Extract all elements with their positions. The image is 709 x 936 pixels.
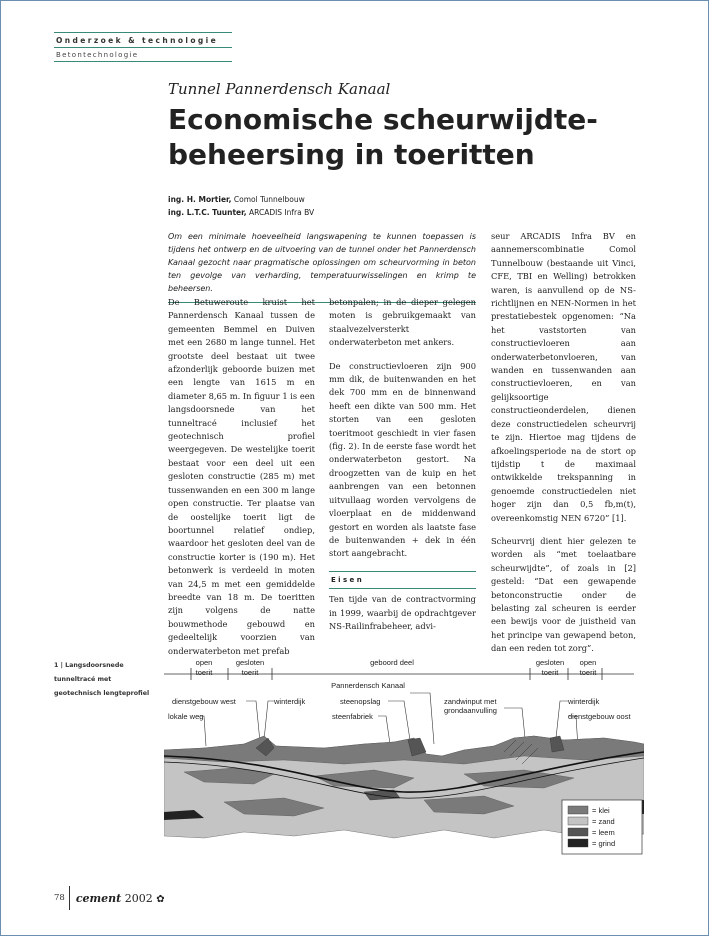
author-name: ing. H. Mortier, [168,195,232,204]
label-gesloten-toerit-west: gesloten [235,658,265,667]
section-subhead: Eisen [329,571,476,589]
body-column-2 [329,296,476,643]
label-open-toerit-west: open [195,658,213,667]
magazine-name: cement [75,891,122,905]
body-column-3 [491,230,636,666]
label-geboord-deel: geboord deel [370,658,414,667]
leader-line [378,716,390,744]
article-title: Economische scheurwijdte-beheersing in toeritten [168,103,598,171]
label-winterdijk-oost: winterdijk [568,697,600,706]
label-steenfabriek: steenfabriek [332,712,373,721]
author-line [168,193,314,206]
body-column-1 [168,296,315,668]
section-header [54,32,232,62]
label-winterdijk-west: winterdijk [274,697,306,706]
article-kicker: Tunnel Pannerdensch Kanaal [168,80,391,98]
author-list [168,193,314,219]
label-open-toerit-west: toerit [195,668,213,677]
author-line [168,206,314,219]
label-lokale-weg: lokale weg [168,712,204,721]
legend-label: = grind [592,839,616,848]
legend-swatch [568,828,588,836]
leader-line [388,701,410,740]
section-category: Onderzoek & technologie [56,36,219,45]
body-paragraph: De Betuweroute kruist het Pannerdensch Kanaal tussen de gemeenten Bemmel en Duiven met een 2680 m lange tunnel. Het grootste deel bestaat uit twee afzonderlijk geboorde buizen met een lengte van 1615 m en diameter 8,65 m. In figuur 1 is een langsdoorsnede van het tunneltracé inclusief het geotechnisch profiel weergegeven. De westelijke toerit bestaat voor een deel uit een gesloten constructie (285 m) met tussenwanden en een 300 m lange open constructie. Ter plaatse van de oostelijke toerit ligt de boortunnel relatief ondiep, waardoor het gesloten deel van de constructie korter is (190 m). Het betonwerk is verdeeld in moten van 24,5 m met een gemiddelde breedte van 18 m. De toeritten zijn volgens de natte bouwmethode gebouwd en gedeeltelijk voorzien van onderwaterbeton met prefab [168,297,315,656]
body-paragraph: Ten tijde van de contractvorming in 1999, waarbij de opdrachtgever NS-Railinfrabeheer, advi- [329,594,476,631]
legend-label: = klei [592,806,610,815]
body-paragraph: seur ARCADIS Infra BV en aannemerscombinatie Comol Tunnelbouw (bestaande uit Vinci, CFE, TBI en Welling) betrokken waren, is aanvullend op de NS-richtlijnen en NEN-Normen in het prestatiebestek opgenomen: “Na het vaststorten van constructievloeren aan onderwaterbetonvloeren, van wanden en tussenwanden aan constructievloeren, en van gelijksoortige constructieonderdelen, dienen deze constructiedelen scheurvrij te zijn. Hiertoe mag tijdens de afkoelingsperiode na de stort op tijdstip t de maximaal ontwikkelde trekspanning in genoemde constructiedelen niet hoger zijn dan 0,5 fb,m(t), overeenkomstig NEN 6720” [1]. [491,231,636,523]
figure-1 [164,652,644,862]
author-affiliation: ARCADIS Infra BV [248,208,315,217]
label-steenopslag: steenopslag [340,697,381,706]
tunnel-profile-figure [164,652,644,862]
flower-icon: ✿ [156,893,165,905]
body-paragraph: betonpalen; in de dieper gelegen moten is gebruikgemaakt van staalvezelversterkt onderwaterbeton met ankers. [329,297,476,348]
leader-line [556,701,568,738]
label-gesloten-toerit-oost: gesloten [535,658,565,667]
body-paragraph: De constructievloeren zijn 900 mm dik, de buitenwanden en het dek 700 mm en de binnenwand heeft een dikte van 500 mm. Het storten van een gesloten toeritmoot geschiedt in vier fasen (fig. 2). In de eerste fase wordt het onderwaterbeton gestort. Na droogzetten van de kuip en het aanbrengen van een betonnen uitvullaag worden vervolgens de vloerplaat en de middenwand gestort en worden als laatste fase de buitenwanden + dek in één stort aangebracht. [329,360,476,559]
label-open-toerit-oost: open [579,658,597,667]
legend-swatch [568,806,588,814]
loam-patch [550,736,564,752]
legend-swatch [568,817,588,825]
magazine-year: 2002 [124,891,153,905]
label-dienstgebouw-oost: dienstgebouw oost [568,712,631,721]
legend-label: = zand [592,817,615,826]
leader-line [410,693,434,744]
page-footer [54,886,165,910]
figure-caption: 1 | Langsdoorsnede tunneltracé met geotechnisch lengteprofiel [54,662,150,697]
leader-line [246,701,260,742]
legend-swatch [568,839,588,847]
leader-line [264,701,274,740]
magazine-brand [76,892,165,905]
label-zandwinput: zandwinput met [444,697,497,706]
label-zandwinput: grondaanvulling [444,706,497,715]
label-kanaal: Pannerdensch Kanaal [331,681,405,690]
header-rule [54,61,232,62]
label-gesloten-toerit-west: toerit [241,668,259,677]
section-subcategory: Betontechnologie [56,51,139,59]
author-name: ing. L.T.C. Tuunter, [168,208,247,217]
footer-divider [69,886,70,910]
author-affiliation: Comol Tunnelbouw [233,195,305,204]
article-intro: Om een minimale hoeveelheid langswapening te kunnen toepassen is tijdens het ontwerp en de uitvoering van de tunnel onder het Pannerdensch Kanaal gezocht naar pragmatische oplossingen om scheurvorming in beton ten gevolge van verharding, temperatuurwisselingen en krimp te beheersen. [168,230,476,303]
label-gesloten-toerit-oost: toerit [541,668,559,677]
label-open-toerit-oost: toerit [579,668,597,677]
label-dienstgebouw-west: dienstgebouw west [172,697,236,706]
body-paragraph: Scheurvrij dient hier gelezen te worden als “met toelaatbare scheurwijdte”, of zoals in [2] gesteld: “Dat een gewapende betonconstructie onder de belasting zal scheuren is eerder een bewijs voor de juistheid van het principe van gewapend beton, dan een reden tot zorg”. [491,535,636,654]
legend-label: = leem [592,828,615,837]
page-number: 78 [54,893,65,903]
